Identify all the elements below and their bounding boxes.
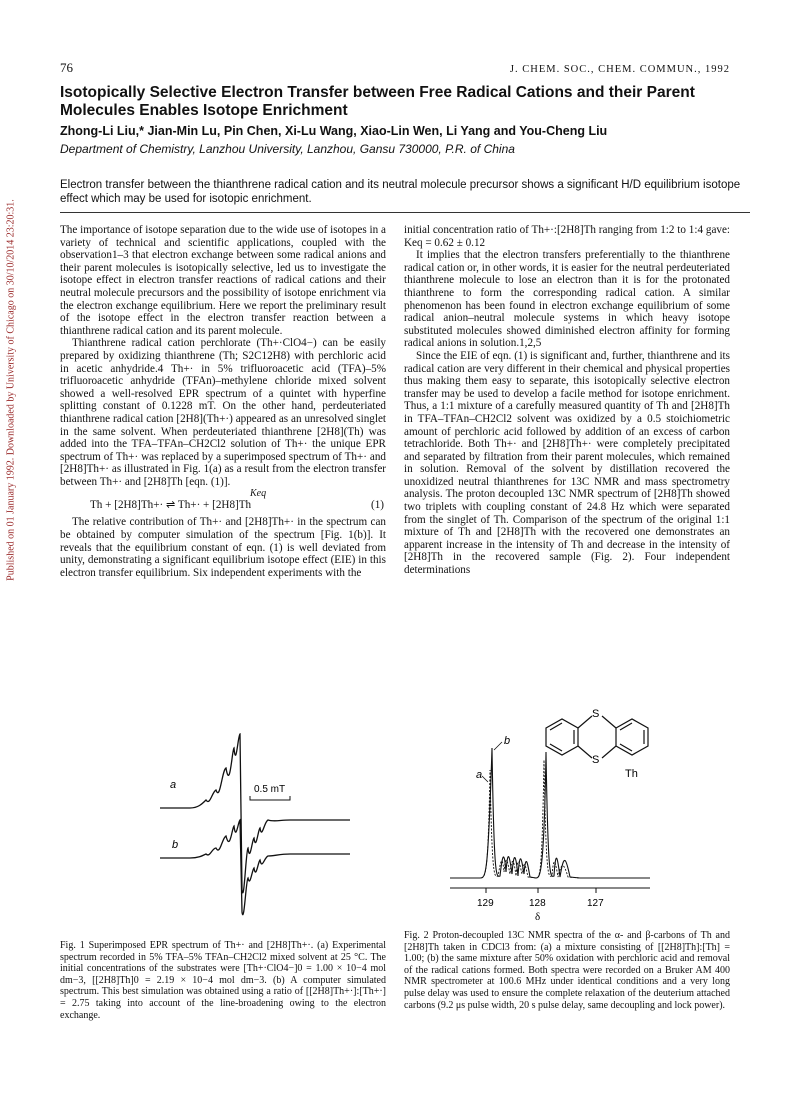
author-list: Zhong-Li Liu,* Jian-Min Lu, Pin Chen, Xi-Lu Wang, Xiao-Lin Wen, Li Yang and You-Cheng Liu — [60, 124, 608, 138]
affiliation: Department of Chemistry, Lanzhou University, Lanzhou, Gansu 730000, P.R. of China — [60, 142, 515, 156]
figure-1-epr-spectrum — [150, 730, 360, 935]
download-notice — [4, 110, 18, 670]
axis-label-delta: δ — [535, 911, 541, 923]
epr-trace-a — [160, 734, 350, 893]
page-number: 76 — [60, 60, 73, 75]
sulfur-atom-bottom: S — [592, 754, 600, 766]
journal-header: J. CHEM. SOC., CHEM. COMMUN., 1992 — [509, 64, 730, 75]
paragraph: The importance of isotope separation due to the wide use of isotopes in a variety of technical and scientific applications, coupled with the observation1–3 that electron exchange between some radical anions and their parent molecules is isotopically selective, led us to investigate the isotope effect in electron transfer reactions of radical cations and their neutral molecule precursors and the possibility of isotope enrichment via the electron exchange equilibrium. Here we report the preliminary result of the isotope effect in the electron transfer reaction between a thianthrene radical cation and its parent molecule. — [60, 224, 386, 337]
download-notice-text: Published on 01 January 1992. Downloaded by University of Chicago on 30/10/2014 23:20:31. — [5, 199, 17, 581]
right-column — [404, 224, 730, 577]
b-pointer — [494, 742, 502, 750]
nmr-trace-b — [450, 748, 650, 878]
tick-label-127: 127 — [587, 898, 604, 909]
paragraph: Thianthrene radical cation perchlorate (Th+·ClO4−) can be easily prepared by oxidizing thianthrene (Th; S2C12H8) with perchloric acid in acetic anhydride.4 Th+· in 5% trifluoroacetic acid (TFA)–5% trifluoroacetic anhydride (TFAn)–methylene chloride mixed solvent showed a well-resolved EPR spectrum of a quintet with hyperfine splitting constant of 0.1228 mT. On the other hand, perdeuteriated thianthrene radical cation [2H8](Th+·) appeared as an unresolved singlet in the same solvent. When perdeuteriated thianthrene [2H8](Th) was added into the TFA–TFAn–CH2Cl2 solution of Th+· the unique EPR spectrum of Th+· was replaced by a superimposed spectrum of Th+· and [2H8]Th+· as illustrated in Fig. 1(a) as a result from the electron transfer between Th+· and [2H8]Th [eqn. (1)]. — [60, 337, 386, 488]
trace-b-label: b — [172, 839, 179, 851]
abstract: Electron transfer between the thianthrene radical cation and its neutral molecule precursor shows a significant H/D equilibrium isotope effect which may be used for isotopic enrichment. — [60, 179, 741, 205]
molecule-label: Th — [625, 768, 638, 780]
nmr-trace-a-label: a — [476, 769, 483, 781]
tick-label-128: 128 — [529, 898, 546, 909]
equation-body: Th + [2H8]Th+· ⇌ Th+· + [2H8]Th — [90, 499, 252, 512]
tick-label-129: 129 — [477, 898, 494, 909]
paragraph: Since the EIE of eqn. (1) is significant and, further, thianthrene and its radical cation are very different in their chemical and physical properties thus making them easy to separate, this isotopically selective electron transfer may be used to develop a facile method for isotope enrichment. Thus, a 1:1 mixture of a carefully measured quantity of Th and [2H8]Th in TFA–TFAn–CH2Cl2 solvent was oxidized by a 0.5 stoichiometric amount of perchloric acid followed by addition of an excess of carbon tetrachloride. Both Th+· and [2H8]Th+· were completely precipitated and separated by filtration from their parent molecules, which remained in solution. Removal of the solvent by distillation recovered the unoxidized neutral thianthrenes for 13C NMR and mass spectrometry analysis. The proton decoupled 13C NMR spectrum of [2H8]Th showed two triplets with coupling constant of 24.8 Hz which were separated from the singlet of Th. Comparison of the spectrum of the original 1:1 mixture of Th and [2H8]Th with the recovered one demonstrates an apparent increase in the intensity of Th and decrease in the intensity of [2H8]Th in the recovered sample (Fig. 2). Four independent determinations — [404, 349, 730, 577]
figure-1-caption: Fig. 1 Superimposed EPR spectrum of Th+· and [2H8]Th+·. (a) Experimental spectrum recorded in 5% TFA–5% TFAn–CH2Cl2 mixed solvent at 25 °C. The initial concentrations of the substrates were [Th+·ClO4−]0 = 1.00 × 10−4 mol dm−3, [[2H8]Th]0 = 2.19 × 10−4 mol dm−3. (b) A computer simulated spectrum. This best simulation was obtained using a ratio of [[2H8]Th+·]:[Th+·] = 2.75 taking into account of the line-broadening owing to the electron exchange. — [60, 940, 386, 1021]
equilibrium-constant-label: Keq — [250, 488, 267, 500]
sulfur-atom-top: S — [592, 708, 600, 720]
scale-bar — [250, 796, 290, 800]
nmr-trace-b-label: b — [504, 735, 511, 747]
thianthrene-structure — [546, 716, 648, 758]
scale-bar-label: 0.5 mT — [254, 784, 286, 795]
paragraph: The relative contribution of Th+· and [2H8]Th+· in the spectrum can be obtained by computer simulation of the spectrum [Fig. 1(b)]. It reveals that the equilibrium constant of eqn. (1) is well deviated from unity, demonstrating a significant equilibrium isotope effect (EIE) in this electron transfer equilibrium. Six independent experiments with the — [60, 516, 386, 579]
figure-2-caption: Fig. 2 Proton-decoupled 13C NMR spectra of the α- and β-carbons of Th and [2H8]Th taken in CDCl3 from: (a) a mixture consisting of [[2H8]Th]:[Th] = 1.00; (b) the same mixture after 50% oxidation with perchloric acid and removal of the radical cations formed. Both spectra were recorded on a Bruker AM 400 NMR spectrometer at 100.6 MHz under identical conditions and a very long pulse delay was used to ensure the complete relaxation of the deuterium attached carbons (9.2 μs pulse width, 20 s pulse delay, same decoupling and lock power). — [404, 930, 730, 1011]
paragraph: It implies that the electron transfers preferentially to the thianthrene radical cation or, in other words, it is easier for the neutral perdeuteriated thianthrene molecule to lose an electron than it is for the protonated thianthrene to form the corresponding radical cation. A similar phenomenon has been found in electron exchange equilibrium of some radical anion–neutral molecule systems in which heavy isotope substituted molecules showed diminished electron affinity for forming radical anions in solution.1,2,5 — [404, 249, 730, 350]
figure-2-nmr-spectrum — [420, 700, 740, 925]
article-title: Isotopically Selective Electron Transfer between Free Radical Cations and their Parent Molecules Enables Isotope Enrichment — [60, 84, 695, 119]
trace-a-label: a — [170, 779, 177, 791]
abstract-divider — [60, 212, 750, 213]
paragraph: initial concentration ratio of Th+·:[2H8]Th ranging from 1:2 to 1:4 gave: Keq = 0.62 ± 0.12 — [404, 224, 730, 249]
equation-number: (1) — [371, 499, 384, 512]
epr-trace-b — [160, 820, 350, 915]
left-column — [60, 224, 386, 579]
a-pointer — [482, 776, 488, 782]
equation-1 — [60, 488, 386, 516]
